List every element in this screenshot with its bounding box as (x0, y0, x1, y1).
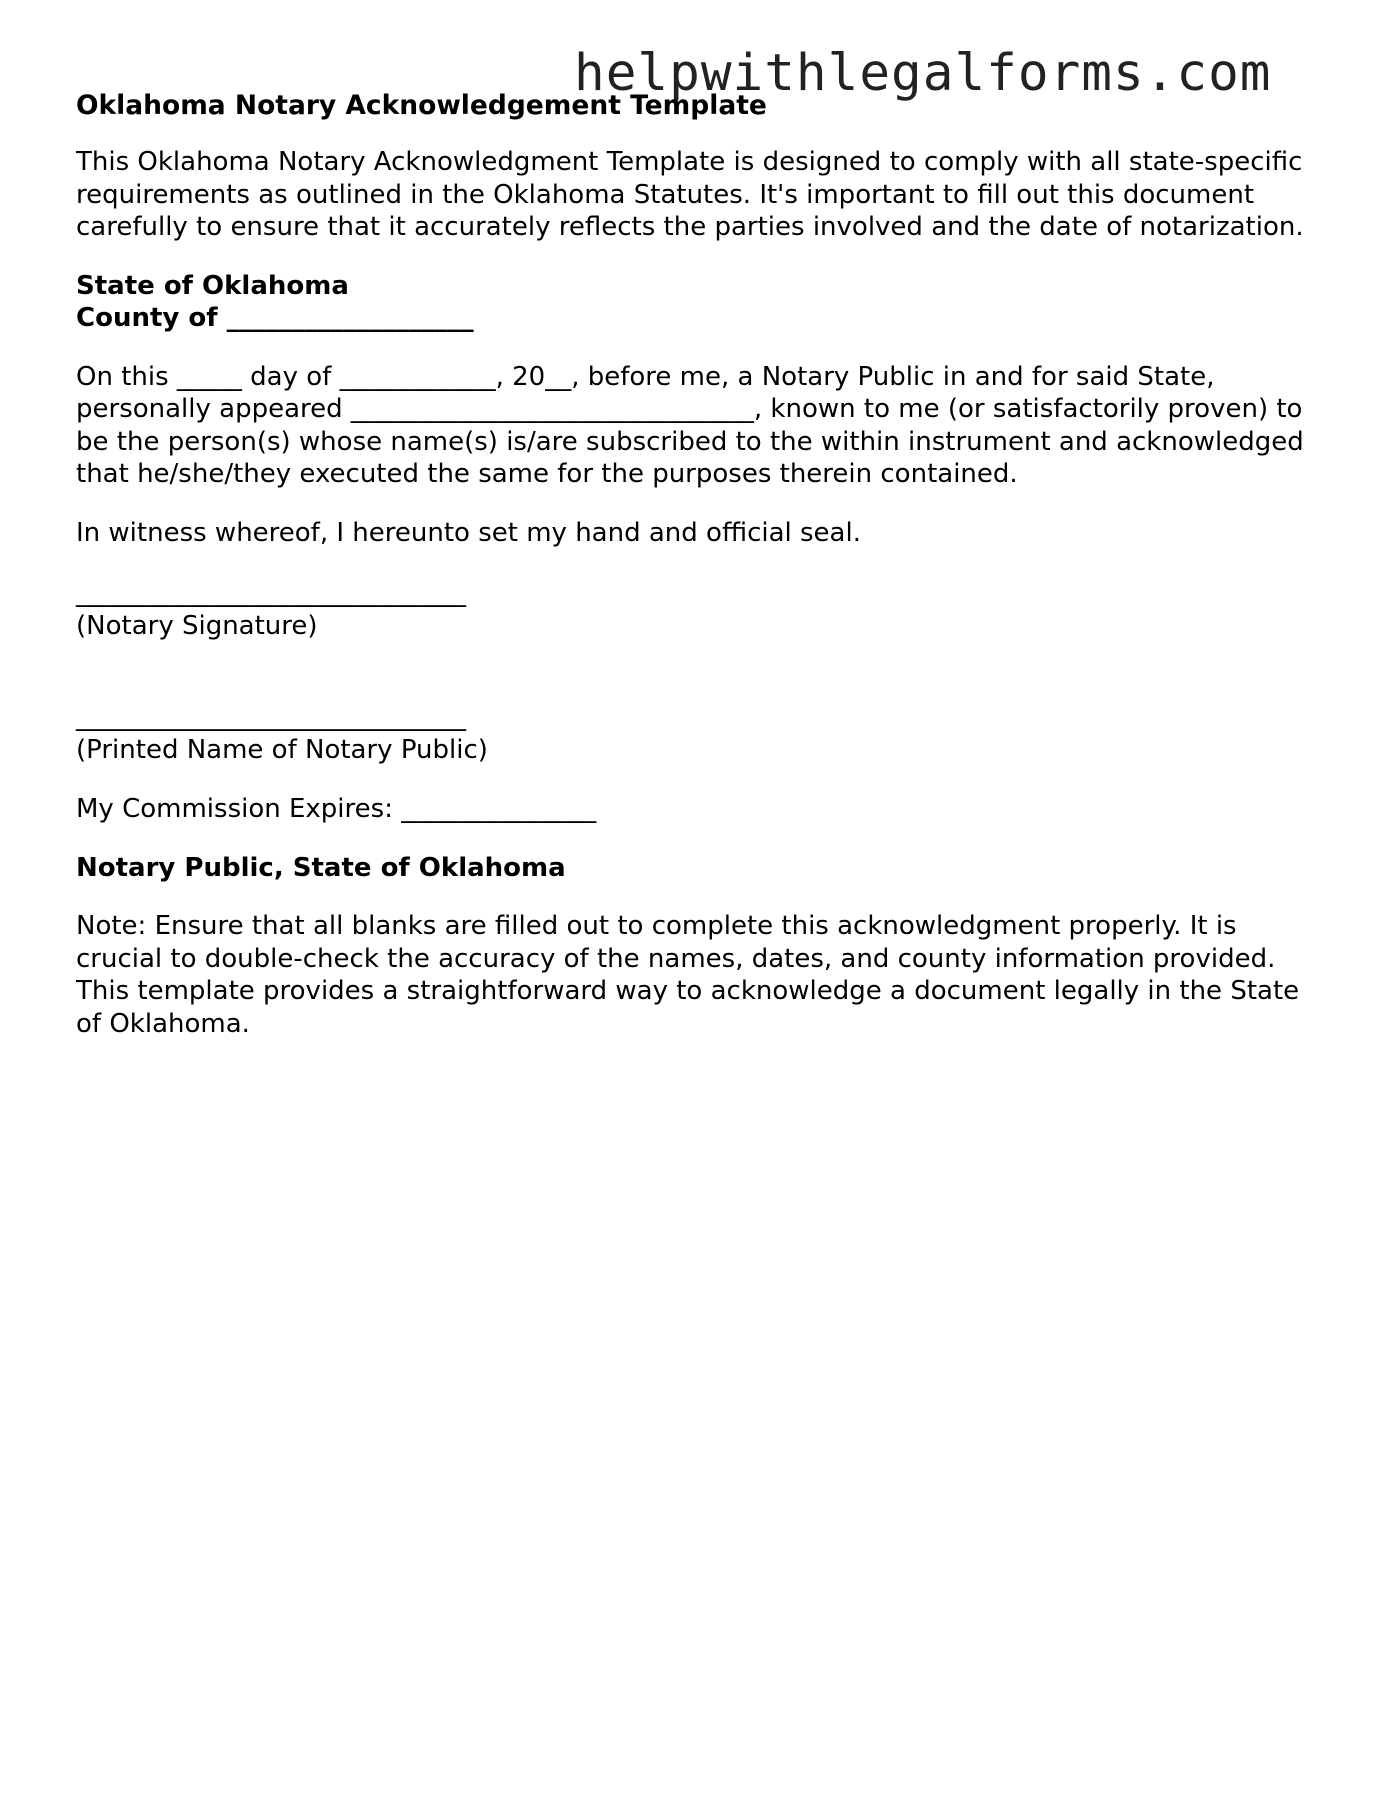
printed-name-block (76, 701, 1326, 766)
county-line: County of ___________________ (76, 303, 474, 333)
document-title: Oklahoma Notary Acknowledgement Template (76, 90, 767, 121)
acknowledgment-paragraph: On this _____ day of ____________, 20__, before me, a Notary Public in and for said State, personally appeared _______________________________, known to me (or satisfactorily proven) to be the person(s) whose name(s) is/are subscribed to the within instrument and acknowledged that he/she/they executed the same for the purposes therein contained. (76, 361, 1304, 489)
witness-statement: In witness whereof, I hereunto set my hand and official seal. (76, 517, 861, 548)
signature-blank: ______________________________ (76, 578, 466, 608)
venue-block (76, 270, 1326, 335)
state-line: State of Oklahoma (76, 270, 349, 301)
site-watermark: helpwithlegalforms.com (574, 44, 1272, 103)
notary-signature-block (76, 577, 1326, 642)
printed-name-caption: (Printed Name of Notary Public) (76, 734, 488, 765)
signature-caption: (Notary Signature) (76, 610, 318, 641)
commission-expires-line: My Commission Expires: _______________ (76, 794, 597, 824)
note-paragraph: Note: Ensure that all blanks are filled out to complete this acknowledgment properly. It is crucial to double-check the accuracy of the names, dates, and county information provided. This template provides a straightforward way to acknowledge a document legally in the State of Oklahoma. (76, 911, 1300, 1039)
notary-public-heading: Notary Public, State of Oklahoma (76, 852, 566, 883)
printed-name-blank: ______________________________ (76, 702, 466, 732)
document-body (76, 88, 1326, 1040)
intro-paragraph: This Oklahoma Notary Acknowledgment Template is designed to comply with all state-specific requirements as outlined in the Oklahoma Statutes. It's important to fill out this document carefully to ensure that it accurately reflects the parties involved and the date of notarization. (76, 147, 1304, 242)
